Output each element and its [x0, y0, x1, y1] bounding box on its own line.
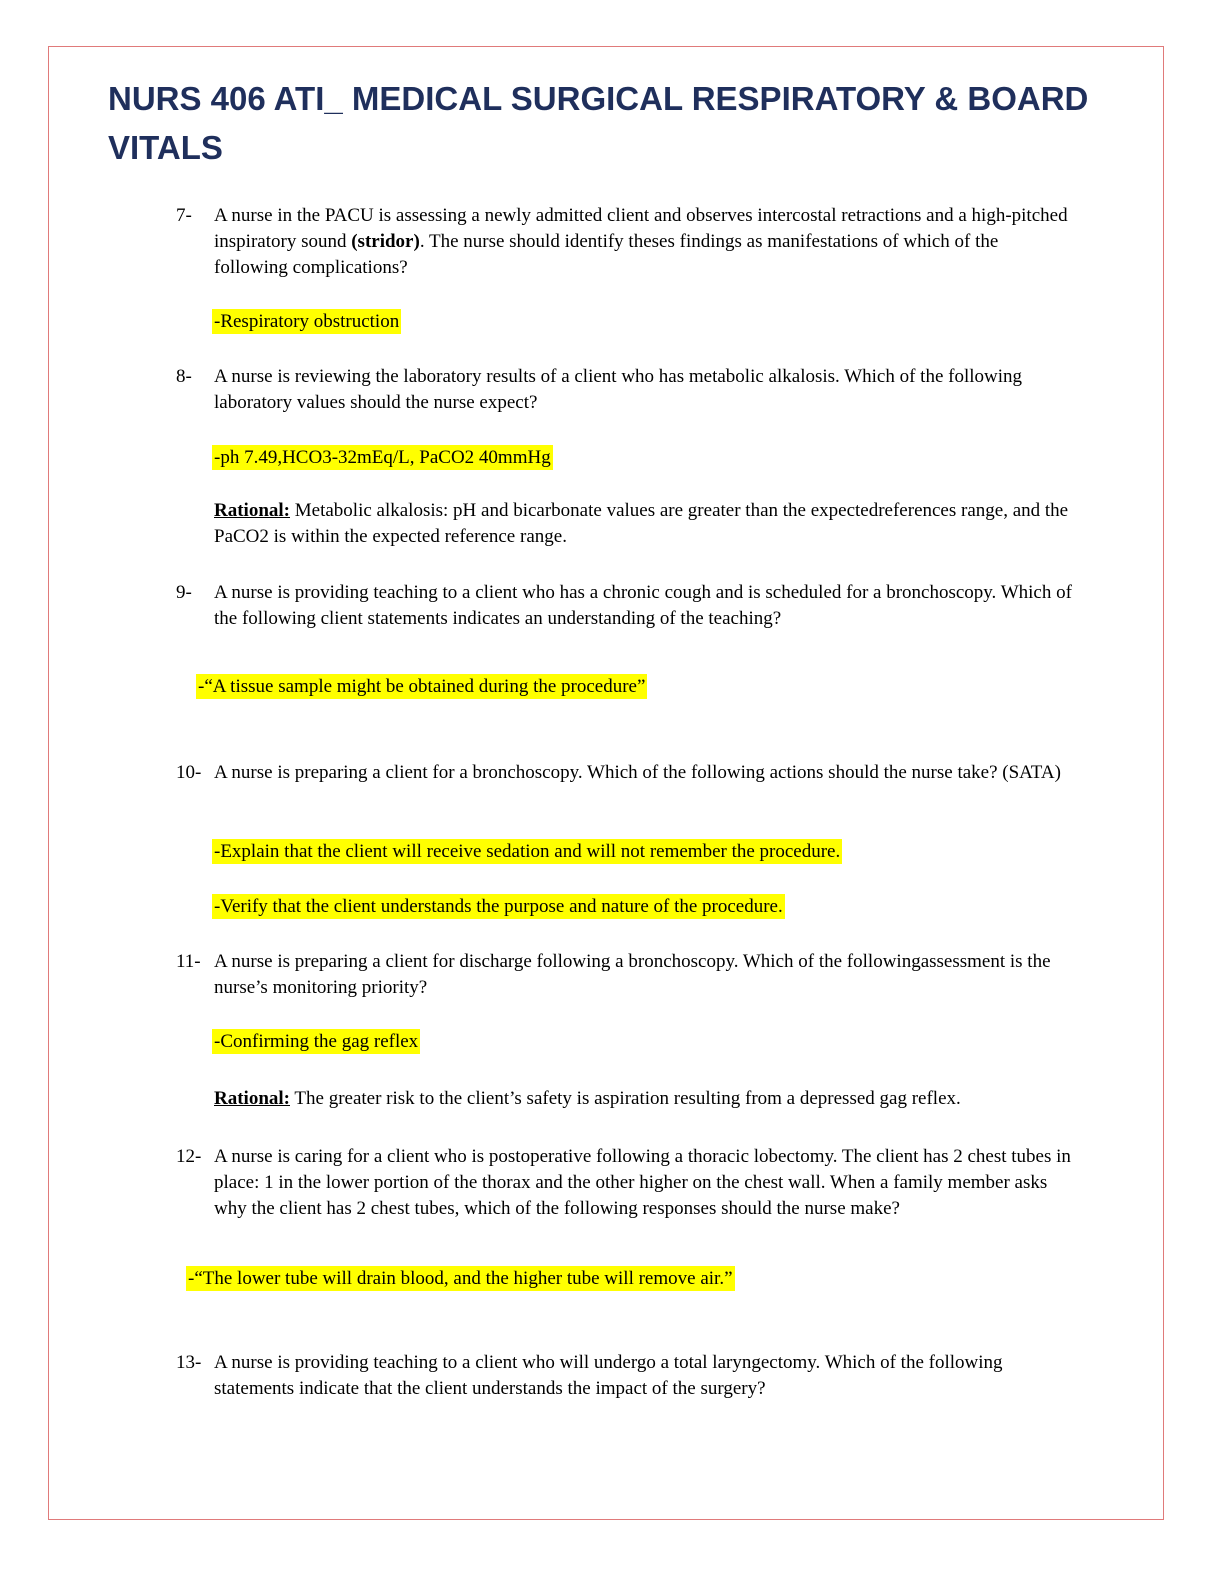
rationale	[214, 498, 1074, 550]
answer-highlight: -“The lower tube will drain blood, and the higher tube will remove air.”	[188, 1268, 733, 1289]
question-11	[176, 949, 1076, 1001]
question-number: 10-	[176, 762, 202, 783]
rationale-text: The greater risk to the client’s safety is aspiration resulting from a depressed gag reflex.	[290, 1088, 961, 1109]
question-text: A nurse is providing teaching to a client who will undergo a total laryngectomy. Which of the following statements indicate that the client understands the impact of the surgery?	[214, 1352, 1003, 1399]
question-10	[176, 760, 1076, 786]
answer-highlight: -Verify that the client understands the purpose and nature of the procedure.	[214, 896, 783, 917]
question-text: A nurse is caring for a client who is postoperative following a thoracic lobectomy. The client has 2 chest tubes in place: 1 in the lower portion of the thorax and the other higher on the chest wall. When a family member asks why the client has 2 chest tubes, which of the following responses should the nurse make?	[214, 1146, 1071, 1219]
answer-highlight: -Respiratory obstruction	[214, 311, 400, 332]
document-title: NURS 406 ATI_ MEDICAL SURGICAL RESPIRATORY & BOARD VITALS	[108, 80, 1089, 166]
question-13	[176, 1350, 1076, 1402]
answer-highlight: -Explain that the client will receive sedation and will not remember the procedure.	[214, 841, 841, 862]
question-9	[176, 580, 1076, 632]
rationale-label: Rational:	[214, 1088, 290, 1109]
question-7	[176, 203, 1076, 281]
rationale	[214, 1086, 1074, 1112]
rationale-label: Rational:	[214, 500, 290, 521]
question-number: 11-	[176, 951, 201, 972]
question-number: 7-	[176, 205, 192, 226]
answer-highlight: -ph 7.49,HCO3-32mEq/L, PaCO2 40mmHg	[214, 447, 551, 468]
question-number: 12-	[176, 1146, 202, 1167]
question-text: A nurse is preparing a client for discharge following a bronchoscopy. Which of the followingassessment is the nurse’s monitoring priority?	[214, 951, 1051, 998]
rationale-text: Metabolic alkalosis: pH and bicarbonate values are greater than the expectedreferences range, and the PaCO2 is within the expected reference range.	[214, 500, 1069, 547]
stridor-term: (stridor)	[351, 231, 420, 252]
question-number: 13-	[176, 1352, 202, 1373]
question-8	[176, 364, 1076, 416]
question-12	[176, 1144, 1076, 1222]
question-text: A nurse is preparing a client for a bronchoscopy. Which of the following actions should the nurse take? (SATA)	[214, 762, 1061, 783]
question-text: A nurse is providing teaching to a client who has a chronic cough and is scheduled for a bronchoscopy. Which of the following client statements indicates an understanding of the teaching?	[214, 582, 1072, 629]
question-number: 9-	[176, 582, 192, 603]
question-number: 8-	[176, 366, 192, 387]
question-text: A nurse in the PACU is assessing a newly admitted client and observes intercostal retractions and a high-pitched inspiratory sound (stridor). The nurse should identify theses findings as manifestations of which of the following complications?	[214, 205, 1068, 278]
answer-highlight: -“A tissue sample might be obtained during the procedure”	[198, 676, 646, 697]
question-text: A nurse is reviewing the laboratory results of a client who has metabolic alkalosis. Which of the following laboratory values should the nurse expect?	[214, 366, 1023, 413]
answer-highlight: -Confirming the gag reflex	[214, 1031, 419, 1052]
